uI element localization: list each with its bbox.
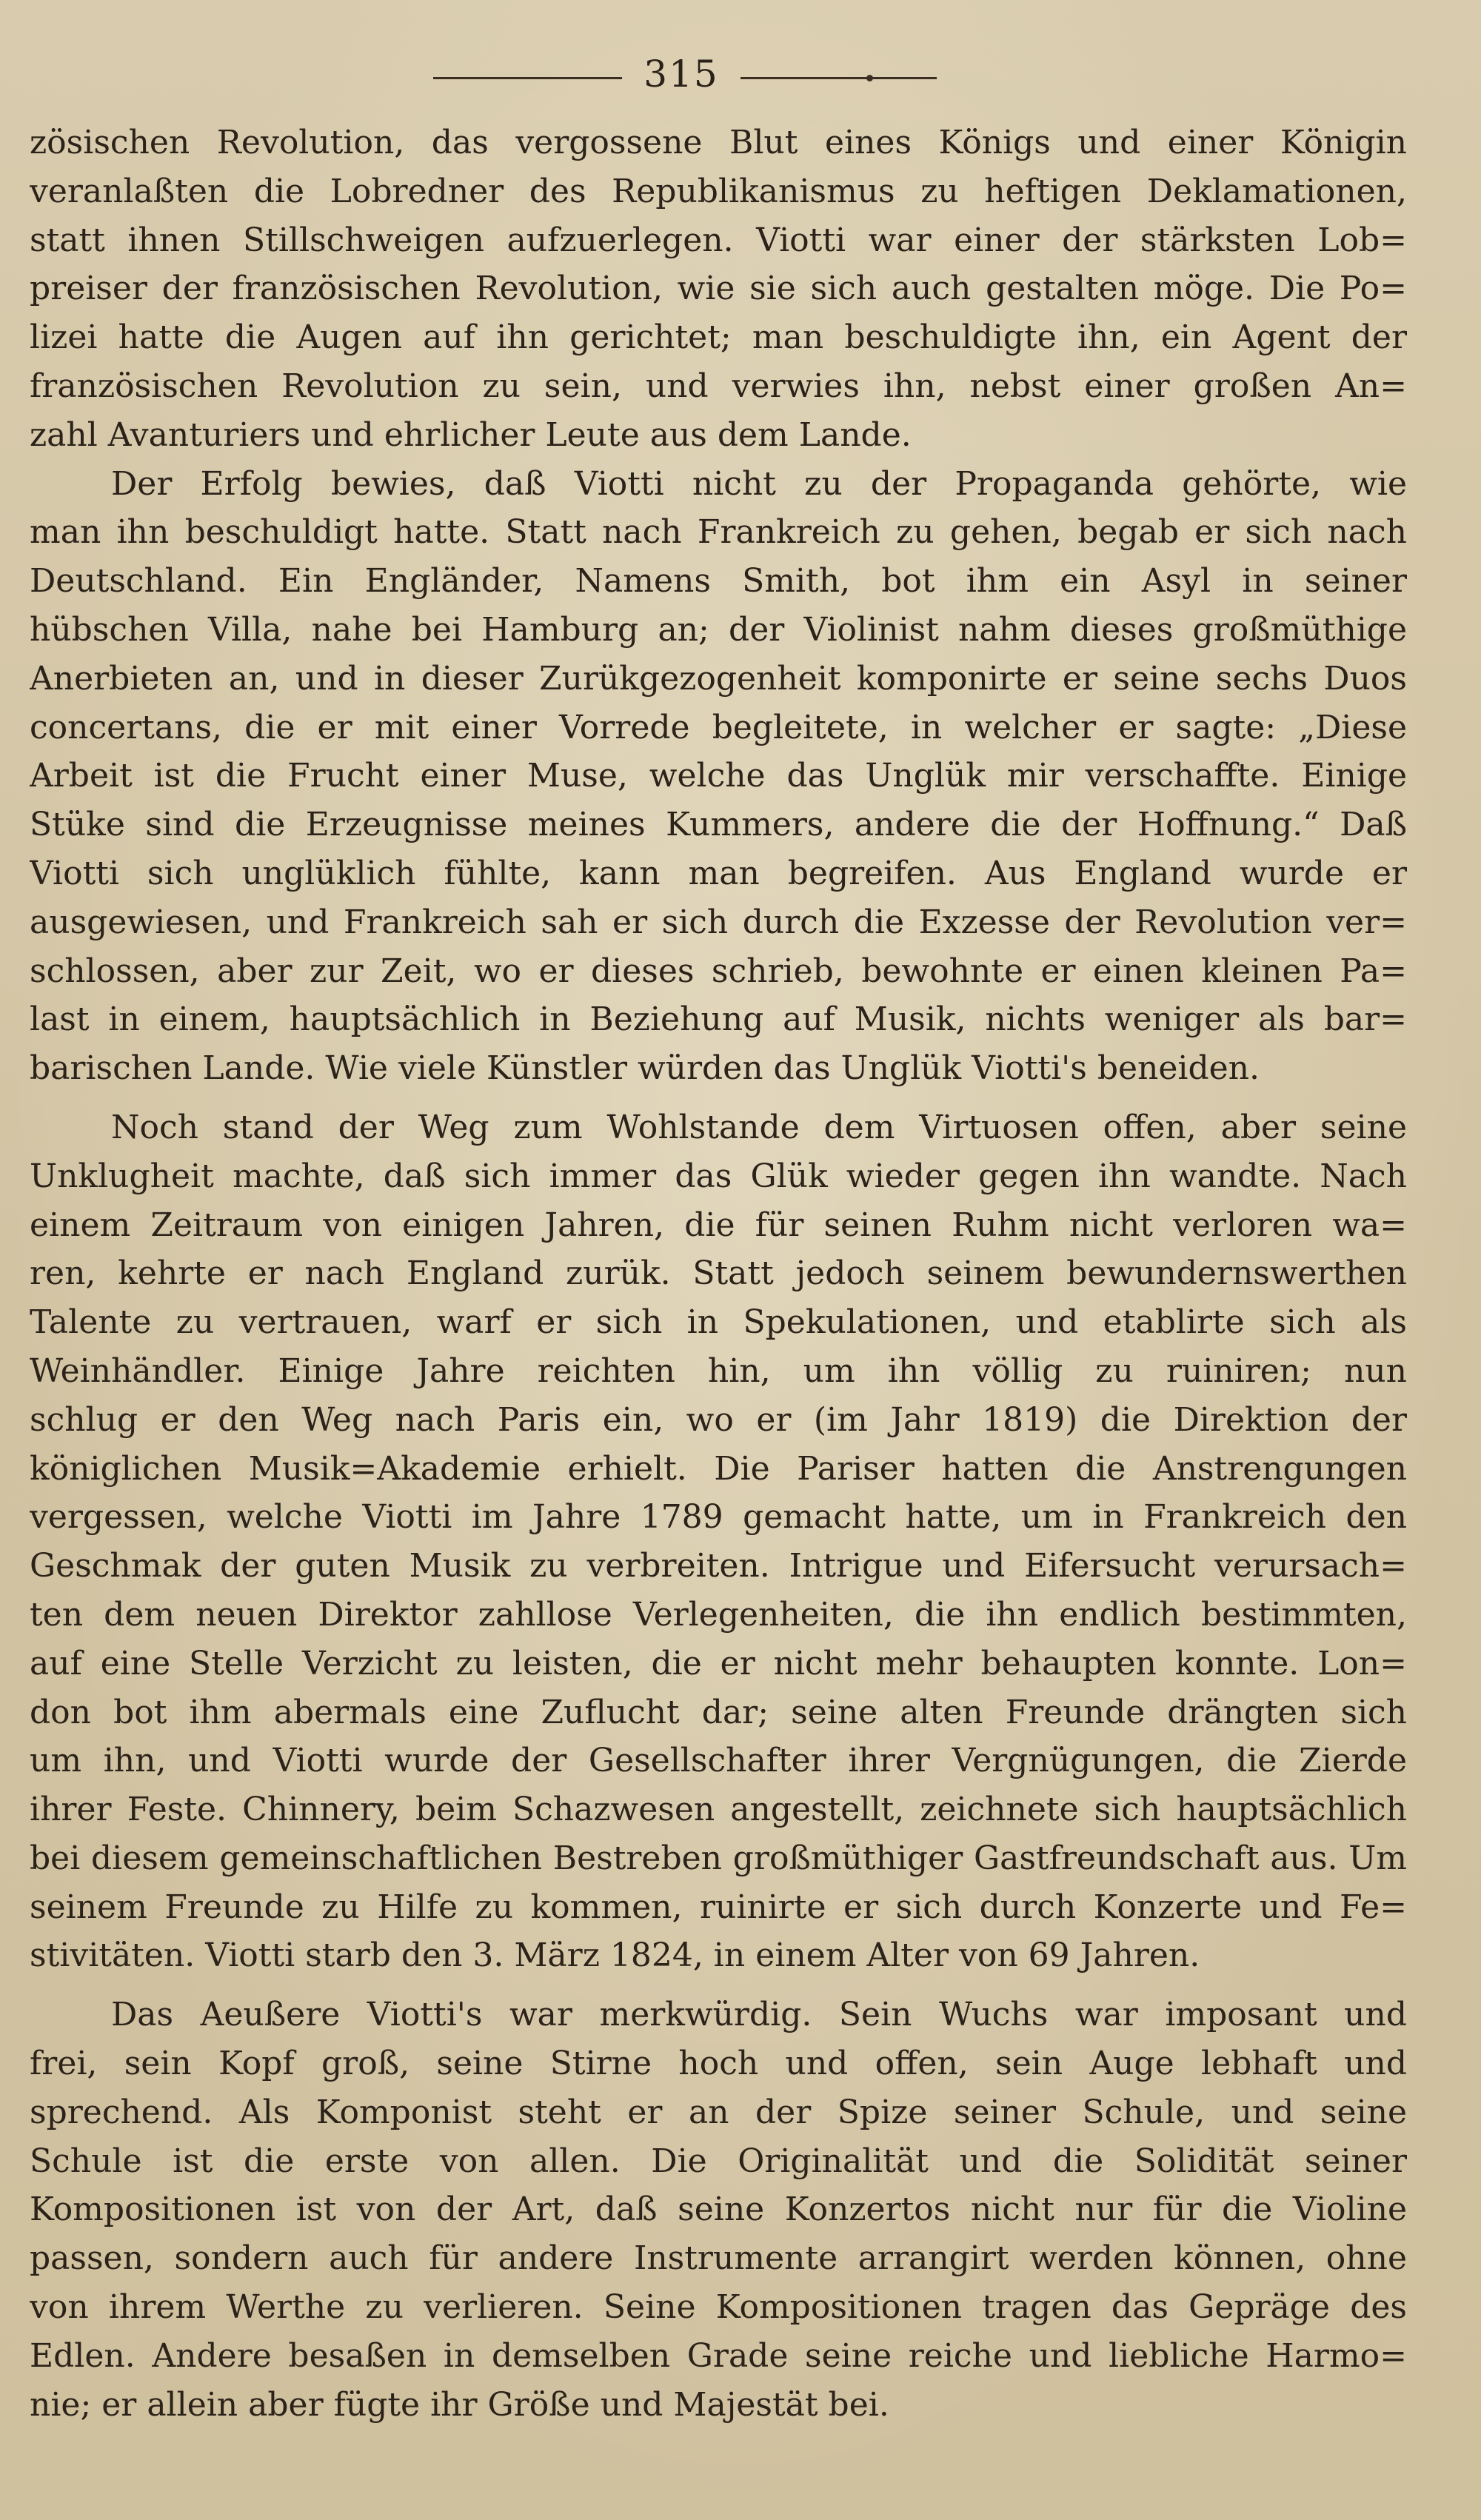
text-line: Der Erfolg bewies, daß Viotti nicht zu der Propaganda gehörte, wie — [111, 464, 1407, 503]
paragraph-gap — [30, 1980, 1407, 1991]
text-line: stivitäten. Viotti starb den 3. März 1824, in einem Alter von 69 Jahren. — [30, 1936, 1200, 1975]
text-line: Unklugheit machte, daß sich immer das Glük wieder gegen ihn wandte. Nach — [30, 1157, 1407, 1195]
body-text — [30, 118, 1407, 2429]
text-line: passen, sondern auch für andere Instrumente arrangirt werden können, ohne — [30, 2239, 1407, 2278]
paragraph-1 — [30, 118, 1407, 460]
text-line: ten dem neuen Direktor zahllose Verlegenheiten, die ihn endlich bestimmten, — [30, 1595, 1407, 1634]
text-line: einem Zeitraum von einigen Jahren, die für seinen Ruhm nicht verloren wa= — [30, 1206, 1407, 1244]
text-line: hübschen Villa, nahe bei Hamburg an; der Violinist nahm dieses großmüthige — [30, 610, 1407, 649]
text-line: schlug er den Weg nach Paris ein, wo er (im Jahr 1819) die Direktion der — [30, 1400, 1407, 1439]
paragraph-gap — [30, 1093, 1407, 1103]
text-line: Weinhändler. Einige Jahre reichten hin, um ihn völlig zu ruiniren; nun — [30, 1351, 1407, 1390]
text-line: schlossen, aber zur Zeit, wo er dieses schrieb, bewohnte er einen kleinen Pa= — [30, 952, 1407, 990]
text-line: sprechend. Als Komponist steht er an der Spize seiner Schule, und seine — [30, 2093, 1407, 2131]
text-line: seinem Freunde zu Hilfe zu kommen, ruinirte er sich durch Konzerte und Fe= — [30, 1888, 1407, 1926]
text-line: statt ihnen Stillschweigen aufzuerlegen. Viotti war einer der stärksten Lob= — [30, 221, 1407, 259]
text-line: Anerbieten an, und in dieser Zurükgezogenheit komponirte er seine sechs Duos — [30, 659, 1407, 698]
text-line: Talente zu vertrauen, warf er sich in Spekulationen, und etablirte sich als — [30, 1303, 1407, 1342]
text-line: Kompositionen ist von der Art, daß seine Konzertos nicht nur für die Violine — [30, 2190, 1407, 2229]
text-line: von ihrem Werthe zu verlieren. Seine Kompositionen tragen das Gepräge des — [30, 2288, 1407, 2327]
text-line: barischen Lande. Wie viele Künstler würden das Unglük Viotti's beneiden. — [30, 1049, 1260, 1088]
text-line: Noch stand der Weg zum Wohlstande dem Virtuosen offen, aber seine — [111, 1108, 1407, 1146]
text-line: auf eine Stelle Verzicht zu leisten, die er nicht mehr behaupten konnte. Lon= — [30, 1644, 1407, 1682]
text-line: ren, kehrte er nach England zurük. Statt jedoch seinem bewundernswerthen — [30, 1254, 1407, 1293]
text-line: veranlaßten die Lobredner des Republikanismus zu heftigen Deklamationen, — [30, 172, 1407, 210]
header-rule-left — [433, 77, 622, 79]
header-rule-ornament — [866, 75, 873, 81]
text-line: französischen Revolution zu sein, und verwies ihn, nebst einer großen An= — [30, 367, 1407, 405]
text-line: Geschmak der guten Musik zu verbreiten. Intrigue und Eifersucht verursach= — [30, 1547, 1407, 1585]
text-line: zösischen Revolution, das vergossene Blut eines Königs und einer Königin — [30, 124, 1407, 161]
text-line: Schule ist die erste von allen. Die Originalität und die Solidität seiner — [30, 2142, 1407, 2180]
paragraph-4 — [30, 1991, 1407, 2429]
text-line: vergessen, welche Viotti im Jahre 1789 gemacht hatte, um in Frankreich den — [30, 1498, 1407, 1537]
text-line: zahl Avanturiers und ehrlicher Leute aus dem Lande. — [30, 415, 912, 454]
text-line: ausgewiesen, und Frankreich sah er sich durch die Exzesse der Revolution ver= — [30, 903, 1407, 941]
text-line: concertans, die er mit einer Vorrede begleitete, in welcher er sagte: „Diese — [30, 708, 1407, 746]
text-line: bei diesem gemeinschaftlichen Bestreben großmüthiger Gastfreundschaft aus. Um — [30, 1839, 1407, 1877]
paragraph-3 — [30, 1103, 1407, 1980]
text-line: frei, sein Kopf groß, seine Stirne hoch und offen, sein Auge lebhaft und — [30, 2045, 1407, 2083]
text-line: königlichen Musik=Akademie erhielt. Die Pariser hatten die Anstrengungen — [30, 1449, 1407, 1488]
text-line: um ihn, und Viotti wurde der Gesellschafter ihrer Vergnügungen, die Zierde — [30, 1742, 1407, 1780]
page-header — [0, 44, 1481, 104]
text-line: last in einem, hauptsächlich in Beziehung auf Musik, nichts weniger als bar= — [30, 1000, 1407, 1039]
text-line: Stüke sind die Erzeugnisse meines Kummers, andere die der Hoffnung.“ Daß — [30, 806, 1407, 844]
text-line: Arbeit ist die Frucht einer Muse, welche das Unglük mir verschaffte. Einige — [30, 757, 1407, 795]
text-line: preiser der französischen Revolution, wie sie sich auch gestalten möge. Die Po= — [30, 270, 1407, 308]
text-line: ihrer Feste. Chinnery, beim Schazwesen angestellt, zeichnete sich hauptsächlich — [30, 1791, 1407, 1829]
paragraph-2 — [30, 460, 1407, 1093]
text-line: Das Aeußere Viotti's war merkwürdig. Sein Wuchs war imposant und — [111, 1996, 1407, 2034]
text-line: nie; er allein aber fügte ihr Größe und Majestät bei. — [30, 2385, 889, 2424]
text-line: Edlen. Andere besaßen in demselben Grade seine reiche und liebliche Harmo= — [30, 2336, 1407, 2375]
page-number: 315 — [643, 53, 719, 96]
text-line: lizei hatte die Augen auf ihn gerichtet; man beschuldigte ihn, ein Agent der — [30, 318, 1407, 357]
header-rule-right — [740, 77, 937, 79]
text-line: don bot ihm abermals eine Zuflucht dar; seine alten Freunde drängten sich — [30, 1693, 1407, 1731]
text-line: Viotti sich unglüklich fühlte, kann man begreifen. Aus England wurde er — [30, 854, 1407, 892]
text-line: man ihn beschuldigt hatte. Statt nach Frankreich zu gehen, begab er sich nach — [30, 513, 1407, 552]
text-line: Deutschland. Ein Engländer, Namens Smith, bot ihm ein Asyl in seiner — [30, 562, 1407, 601]
